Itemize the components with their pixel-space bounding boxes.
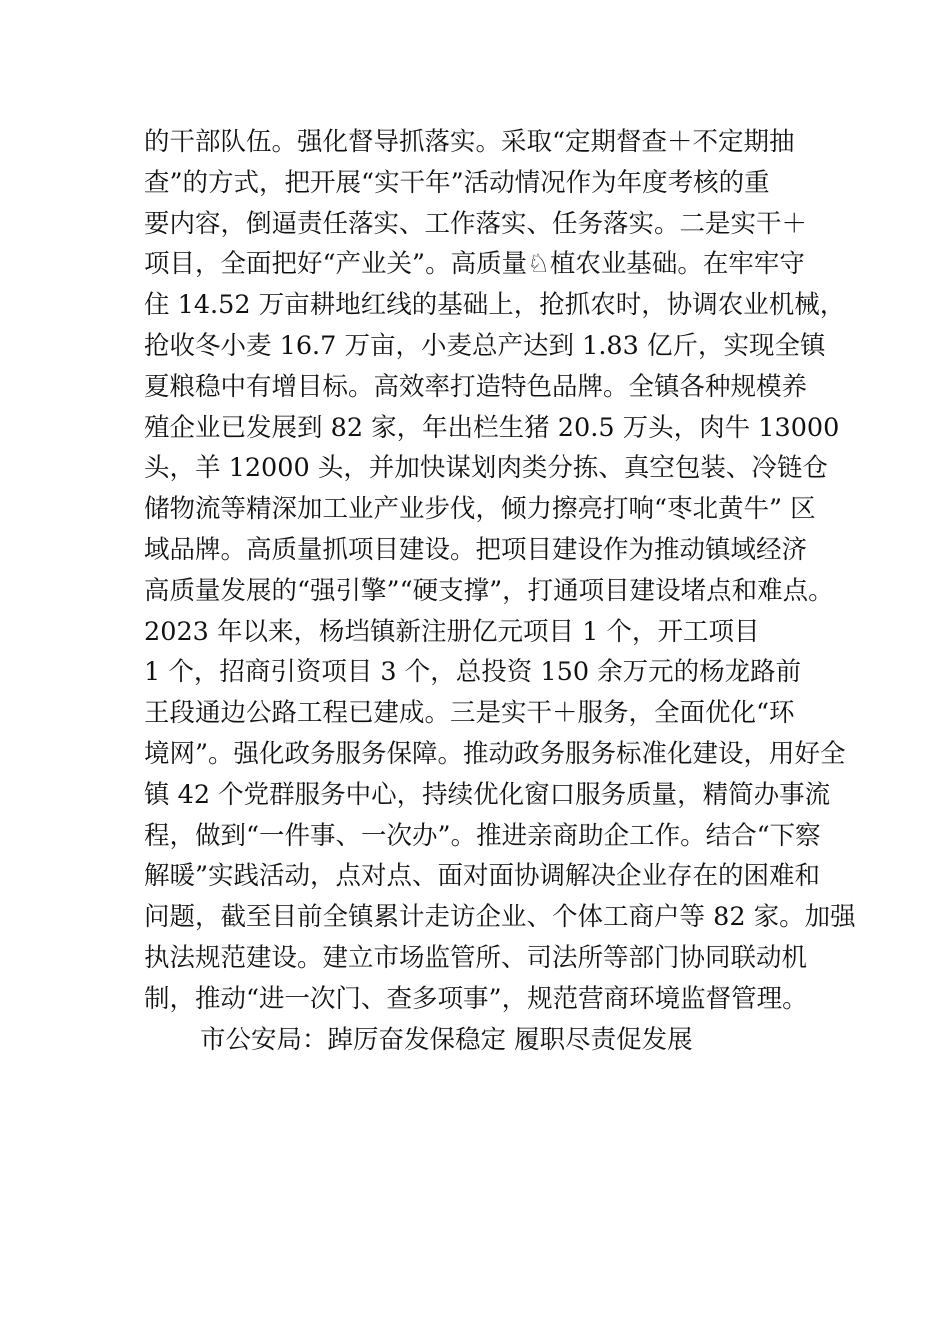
text-line-19: 解暖”实践活动，点对点、面对面协调解决企业存在的困难和 xyxy=(144,861,821,892)
text-line-13: 2023 年以来，杨垱镇新注册亿元项目 1 个，开工项目 xyxy=(144,616,760,647)
text-line-15: 王段通边公路工程已建成。三是实干＋服务，全面优化“环 xyxy=(144,698,795,729)
body-text xyxy=(144,122,856,1060)
section-heading: 市公安局：踔厉奋发保稳定 履职尽责促发展 xyxy=(200,1024,693,1055)
text-line-22: 制，推动“进一次门、查多项事”，规范营商环境监督管理。 xyxy=(144,983,808,1014)
text-line-10: 储物流等精深加工业产业步伐，倾力擦亮打响“枣北黄牛” 区 xyxy=(144,494,816,525)
text-line-2: 查”的方式，把开展“实干年”活动情况作为年度考核的重 xyxy=(144,167,770,198)
text-line-6: 抢收冬小麦 16.7 万亩，小麦总产达到 1.83 亿斤，实现全镇 xyxy=(144,330,826,361)
text-line-5: 住 14.52 万亩耕地红线的基础上，抢抓农时，协调农业机械， xyxy=(144,290,846,321)
text-line-8: 殖企业已发展到 82 家，年出栏生猪 20.5 万头，肉牛 13000 xyxy=(144,412,840,443)
text-line-3: 要内容，倒逼责任落实、工作落实、任务落实。二是实干＋ xyxy=(144,208,808,239)
text-line-7: 夏粮稳中有增目标。高效率打造特色品牌。全镇各种规模养 xyxy=(144,371,808,402)
text-line-16: 境网”。强化政务服务保障。推动政务服务标准化建设，用好全 xyxy=(144,738,846,769)
text-line-11: 域品牌。高质量抓项目建设。把项目建设作为推动镇域经济 xyxy=(144,534,808,565)
text-line-21: 执法规范建设。建立市场监管所、司法所等部门协同联动机 xyxy=(144,942,808,973)
text-line-9: 头，羊 12000 头，并加快谋划肉类分拣、真空包装、冷链仓 xyxy=(144,453,828,484)
text-line-14: 1 个，招商引资项目 3 个，总投资 150 余万元的杨龙路前 xyxy=(144,657,802,688)
text-line-18: 程，做到“一件事、一次办”。推进亲商助企工作。结合“下察 xyxy=(144,820,821,851)
text-line-12: 高质量发展的“强引擎”“硬支撑”，打通项目建设堵点和难点。 xyxy=(144,575,834,606)
text-line-20: 问题，截至目前全镇累计走访企业、个体工商户等 82 家。加强 xyxy=(144,902,856,933)
text-line-1: 的干部队伍。强化督导抓落实。采取“定期督查＋不定期抽 xyxy=(144,127,795,157)
text-line-17: 镇 42 个党群服务中心，持续优化窗口服务质量，精简办事流 xyxy=(144,779,831,810)
text-line-4: 项目，全面把好“产业关”。高质量♘植农业基础。在牢牢守 xyxy=(144,249,805,280)
